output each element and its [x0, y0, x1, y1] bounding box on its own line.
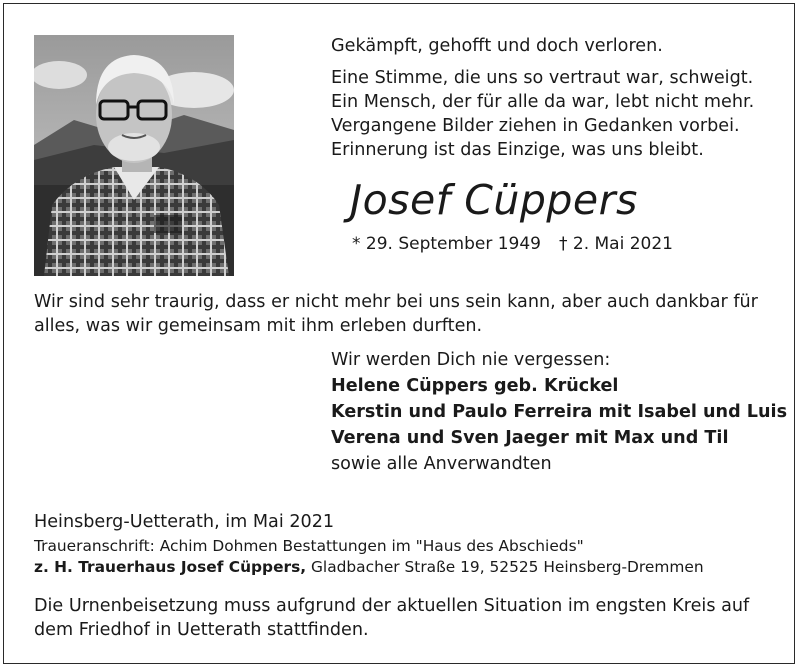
place-date: Heinsberg-Uetterath, im Mai 2021 — [34, 512, 335, 532]
birth-date: * 29. September 1949 — [352, 234, 541, 254]
burial-line: dem Friedhof in Uetterath stattfinden. — [34, 620, 369, 640]
message-line: alles, was wir gemeinsam mit ihm erleben durften. — [34, 316, 483, 336]
trauerhaus-name: z. H. Trauerhaus Josef Cüppers, — [34, 558, 307, 576]
address-line-2 — [34, 557, 704, 578]
portrait-photo — [34, 35, 234, 276]
street-address: Gladbacher Straße 19, 52525 Heinsberg-Dremmen — [306, 558, 704, 576]
mourners-intro: Wir werden Dich nie vergessen: — [331, 350, 611, 370]
poem-line: Ein Mensch, der für alle da war, lebt nicht mehr. — [331, 92, 755, 112]
message-line: Wir sind sehr traurig, dass er nicht mehr bei uns sein kann, aber auch dankbar für — [34, 292, 758, 312]
death-date: † 2. Mai 2021 — [558, 234, 673, 254]
mourner-name: Helene Cüppers geb. Krückel — [331, 376, 619, 396]
mourner-name: Kerstin und Paulo Ferreira mit Isabel und Luis — [331, 402, 788, 422]
poem-line: Eine Stimme, die uns so vertraut war, schweigt. — [331, 68, 754, 88]
address-line: Traueranschrift: Achim Dohmen Bestattungen im "Haus des Abschieds" — [34, 537, 584, 555]
burial-line: Die Urnenbeisetzung muss aufgrund der aktuellen Situation im engsten Kreis auf — [34, 596, 750, 616]
mourner-name: Verena und Sven Jaeger mit Max und Til — [331, 428, 729, 448]
poem-line: Erinnerung ist das Einzige, was uns bleibt. — [331, 140, 704, 160]
deceased-name: Josef Cüppers — [350, 176, 638, 224]
poem-line: Vergangene Bilder ziehen in Gedanken vorbei. — [331, 116, 740, 136]
life-dates — [352, 234, 673, 254]
poem-first-line: Gekämpft, gehofft und doch verloren. — [331, 36, 663, 56]
mourners-outro: sowie alle Anverwandten — [331, 454, 552, 474]
